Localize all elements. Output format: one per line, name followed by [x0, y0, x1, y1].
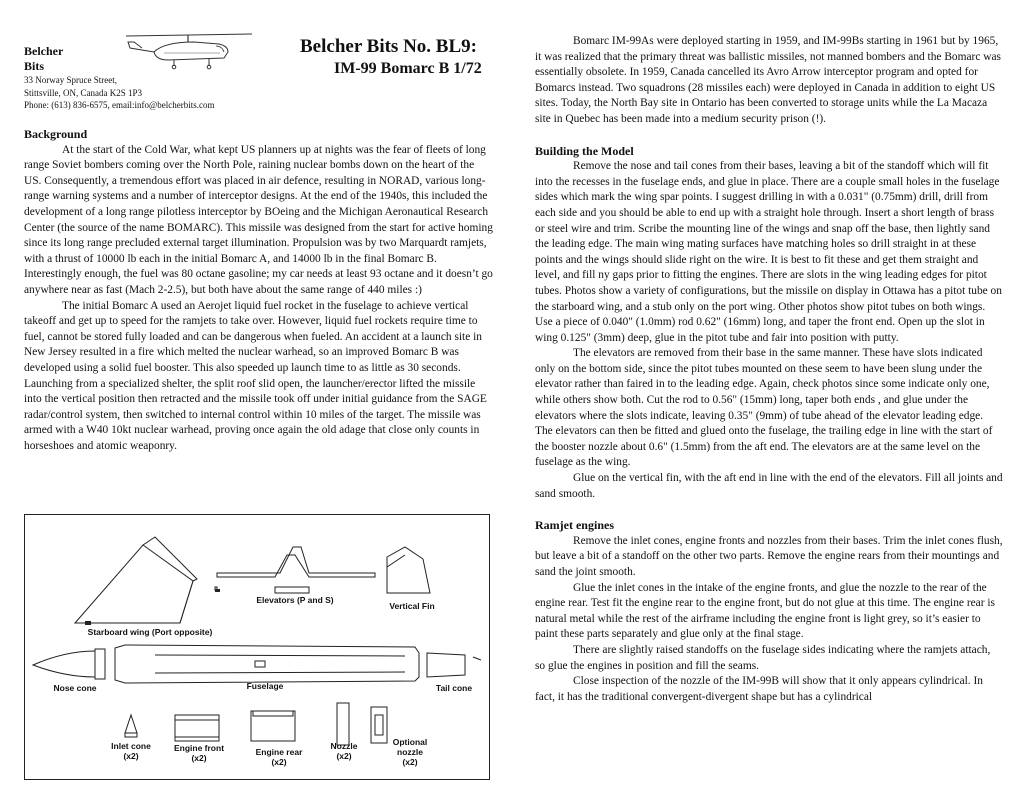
background-section [24, 127, 494, 454]
ramjet-paragraph-2: Glue the inlet cones in the intake of the engine fronts, and glue the nozzle to the rear of the engine rear. Test fit the engine rear to the engine front, but do not glue at this time. The engine rear is natural metal while the rest of the airframe including the engine front is light grey, so it’s easier to paint these parts separately and glue only at the final stage. [535, 581, 995, 641]
fuselage-shape [115, 645, 419, 683]
label-rear-qty: (x2) [271, 757, 287, 767]
ramjet-heading: Ramjet engines [535, 518, 614, 533]
label-inlet-name: Inlet cone [111, 741, 151, 751]
address-line2: Stittsville, ON, Canada K2S 1P3 [24, 87, 143, 98]
fin-shape [387, 547, 430, 593]
parts-diagram [24, 514, 490, 780]
label-nozzle-qty: (x2) [336, 751, 352, 761]
label-nozzle [321, 741, 367, 761]
label-front-qty: (x2) [191, 753, 207, 763]
label-engine-front [167, 743, 231, 763]
right-text [535, 34, 1003, 705]
label-elevators: Elevators (P and S) [256, 595, 334, 605]
background-paragraph-2: The initial Bomarc A used an Aerojet liquid fuel rocket in the fuselage to achieve vertical takeoff and get up to speed for the ramjets to take over. However, liquid fuel rockets require time to fuel, cannot be stored fully loaded and can be dangerous when fueled. An accident at a launch site in New Jersey resulted in a fire which melted the nuclear warhead, so an improved Bomarc B was developed using a solid fuel booster. This also speeded up launch time to as little as 30 seconds. Launching from a specialized shelter, the split roof slid open, the launcher/erector lifted the missile into the vertical position then retracted and the missile took off under initial guidance from the SAGE radar/control system, then switched to internal control within 10 miles of the target. The missile was armed with a W40 10kt nuclear warhead, proving once again the old adage that close only counts in horseshoes and atomic weaponry. [24, 299, 487, 452]
building-paragraph-2: The elevators are removed from their base in the same manner. These have slots indicated only on the bottom side, since the pitot tubes mounted on these seem to have been slung under the elevator rather than faired in to the leading edge. Again, check photos since some indicate only one, while others show both. Cut the rod to 0.56" (15mm) long, taper both ends , and glue under the elevators where the slots indicate, leaving 0.35" (9mm) of tube ahead of the elevator leading edge. The elevators can then be fitted and glued onto the fuselage, the trailing edge in line with the start of the booster nozzle about 0.6" (1.5mm) from the aft end. The elevators are at the same level on the fuselage as the wing. [535, 347, 993, 469]
company-address [24, 74, 215, 112]
company-name-line1: Belcher [24, 44, 64, 58]
ramjet-paragraph-1: Remove the inlet cones, engine fronts and nozzles from their bases. Trim the inlet cones flush, but leave a bit of a standoff on the other two parts. Remove the engine rears from their mountings and sand the joint smooth. [535, 534, 1003, 578]
label-opt-line1: Optional [392, 737, 428, 747]
company-name [24, 44, 63, 74]
contact-line: Phone: (613) 836-6575, email:info@belcherbits.com [24, 100, 215, 110]
building-paragraph-1: Remove the nose and tail cones from their bases, leaving a bit of the standoff which will fit into the recesses in the fuselage ends, and glue in place. There are a couple small holes in the fuselage sides which mark the wing spar points. I suggest drilling in with a 0.031" (0.75mm) drill, drill from each side and you should be able to end up with a straight hole through. Insert a short length of brass or steel wire and trim. Scribe the mounting line of the wings and snap off the base, then lightly sand the leading edge. The main wing mating surfaces have matching holes so drill straight in at these points and the wings should slide right on the wire. It is best to fit these and get them straight and level, and fill ny gaps prior to fitting the engines. There are slots in the wing leading edges for pitot tubes. Photos show a variety of configurations, but the missile on display in Ottawa has a pitot tube on the starboard wing, and a stub only on the port wing. Other photos show pitot tubes on both wings. Use a piece of 0.040" (1.0mm) rod 0.62" (16mm) long, and taper the front end. Open up the slot in wing 0.125" (3mm) deep, glue in the pitot tube and fair into position with putty. [535, 160, 1002, 344]
label-nose-cone: Nose cone [53, 683, 97, 693]
label-rear-name: Engine rear [255, 747, 303, 757]
page-subtitle: IM-99 Bomarc B 1/72 [334, 60, 482, 77]
elevators-shape [217, 547, 375, 577]
ramjet-paragraph-4: Close inspection of the nozzle of the IM-99B will show that it only appears cylindrical. In fact, it has the traditional convergent-divergent shape but has a cylindrical [535, 675, 983, 703]
background-paragraph-1: At the start of the Cold War, what kept US planners up at nights was the fear of fleets of long range Soviet bombers coming over the North Pole, raining nuclear bombs down on the heart of the US. Consequently, a tremendous effort was placed in air defence, resulting in NORAD, various long-range warning systems and a number of interceptor designs. At the end of the 1940s, this included the development of a long range pilotless interceptor by BOeing and the Michigan Aeronautical Research Center (the source of the name BOMARC). This missile was designed from the start for active homing since its long range precluded external target illumination. Propulsion was by two Marquardt ramjets, with a thrust of 10000 lb each in the initial Bomarc A, and 14000 lb in the final Bomarc B. Interestingly enough, the fuel was 80 octane gasoline; my car needs at least 93 octane and it doesn’t go anywhere near as fast (Mach 2-2.5), but both have about the same range of 440 miles :) [24, 143, 493, 296]
nose-cone-shape [33, 651, 95, 677]
page-title: Belcher Bits No. BL9: [300, 36, 477, 57]
label-engine-rear [247, 747, 311, 767]
label-opt-qty: (x2) [402, 757, 418, 767]
company-name-line2: Bits [24, 59, 45, 73]
label-inlet-qty: (x2) [123, 751, 139, 761]
inlet-cone-shape [125, 715, 137, 733]
background-heading: Background [24, 127, 88, 141]
address-line1: 33 Norway Spruce Street, [24, 75, 117, 85]
tail-cone-shape [427, 653, 465, 677]
helicopter-logo [124, 30, 254, 74]
building-paragraph-3: Glue on the vertical fin, with the aft end in line with the end of the elevators. Fill all joints and sand smooth. [535, 472, 1003, 500]
label-nozzle-name: Nozzle [330, 741, 358, 751]
intro-paragraph: Bomarc IM-99As were deployed starting in 1959, and IM-99Bs starting in 1961 but by 1965, it was realized that the primary threat was ballistic missiles, not manned bombers and the Bomarc was essentially obsolete. In 1959, Canada cancelled its Avro Arrow interceptor program and opted for Bomarcs instead. Two squadrons (28 missiles each) were deployed in Canada in addition to eight US sites. Today, the North Bay site in Ontario has been converted to storage units while the La Macaza site in Quebec has been made into a medium security prison (!). [535, 35, 1001, 125]
label-wing: Starboard wing (Port opposite) [87, 627, 213, 637]
label-tail-cone: Tail cone [435, 683, 473, 693]
label-opt-line2: nozzle [397, 747, 423, 757]
ramjet-paragraph-3: There are slightly raised standoffs on the fuselage sides indicating where the ramjets attach, so glue the engines in position and fill the seams. [535, 643, 991, 672]
label-front-name: Engine front [173, 743, 225, 753]
label-optional-nozzle [379, 737, 441, 767]
label-fin: Vertical Fin [389, 601, 435, 611]
label-fuselage: Fuselage [246, 681, 284, 691]
building-heading: Building the Model [535, 143, 634, 158]
label-inlet-cone [101, 741, 161, 761]
